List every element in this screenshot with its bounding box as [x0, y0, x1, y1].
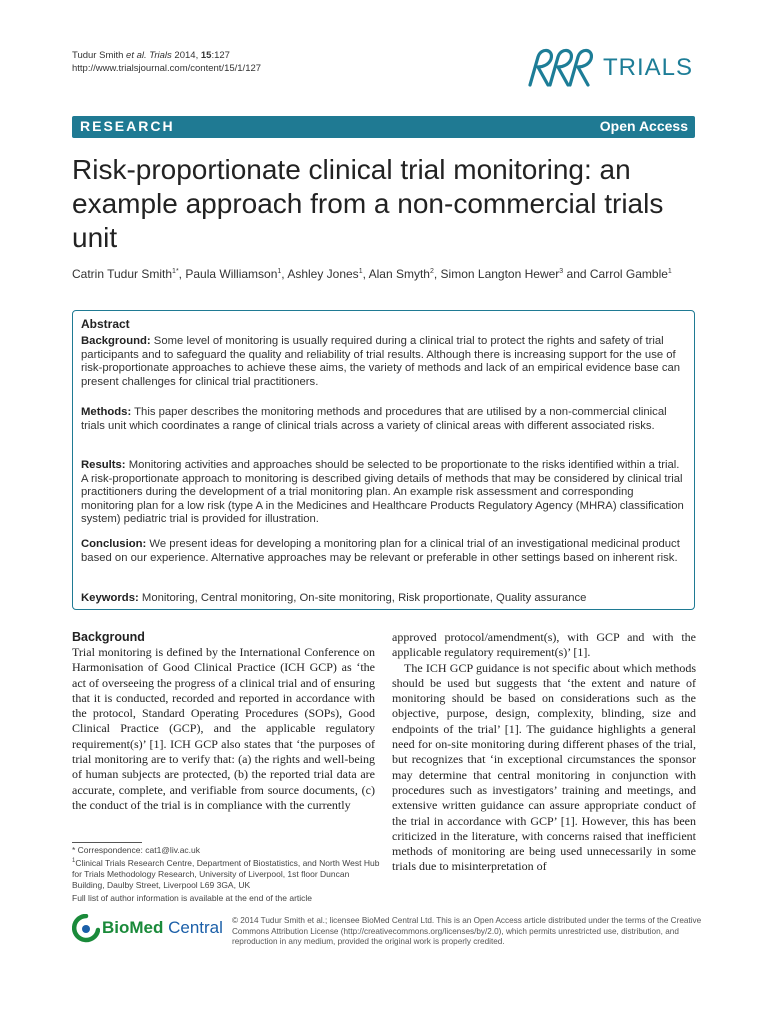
abstract-methods-label: Methods: [81, 406, 132, 418]
author-affiliation: 1 [667, 268, 672, 275]
abstract-conclusion-label: Conclusion: [81, 538, 147, 550]
citation-year: 2014, [171, 50, 201, 61]
abstract-methods [81, 406, 687, 433]
trials-logo-icon [524, 43, 602, 89]
title-line: unit [72, 222, 118, 253]
citation-line [72, 49, 261, 75]
affiliation-text: Clinical Trials Research Centre, Department of Biostatistics, and North West Hub for Trials Methodology Research, University of Liverpool, 1st floor Duncan Building, Daulby Street, Liverpool L69 3GA, UK [72, 857, 380, 890]
author-name[interactable]: Carrol Gamble [589, 267, 668, 281]
abstract-results-text: Monitoring activities and approaches should be selected to be proportionate to the risks identified within a trial. A risk-proportionate approach to monitoring is described giving details of methods that may be considered by clinical trial practitioners during the development of a trial monitoring plan. An example risk assessment and corresponding monitoring plan for a low risk (type A in the Medicines and Healthcare Products Regulatory Agency (MHRA) classification system) pediatric trial is provided for illustration. [81, 459, 684, 526]
author-name[interactable]: Catrin Tudur Smith [72, 267, 173, 281]
affiliation-note [72, 856, 382, 891]
abstract-results [81, 459, 687, 527]
biomed-central-logo [72, 912, 232, 948]
author-separator: , [433, 267, 441, 281]
citation-volume: 15 [200, 50, 212, 61]
citation-page: :127 [211, 50, 230, 61]
abstract-keywords-text: Monitoring, Central monitoring, On-site monitoring, Risk proportionate, Quality assurance [138, 592, 587, 604]
author-affiliation: 1 [277, 268, 282, 275]
abstract-conclusion-text: We present ideas for developing a monitoring plan for a clinical trial of an investigational medicinal product based on our experience. Alternative approaches may be relevant or preferable in other settings based on inherent risk. [81, 538, 680, 564]
body-column-left: Trial monitoring is defined by the International Conference on Harmonisation of Good Clinical Practice (ICH GCP) as ‘the act of overseeing the progress of a clinical trial and of ensuring that it is conducted, recorded and reported in accordance with the protocol, Standard Operating Procedures (SOPs), Good Clinical Practice (GCP), and the applicable regulatory requirement(s)’ [1]. ICH GCP also states that ‘the purposes of trial monitoring are to verify that: (a) the rights and well-being of human subjects are protected, (b) the reported trial data are accurate, complete, and verifiable from source documents, (c) the conduct of the trial is in compliance with the currently [72, 645, 375, 812]
article-title [72, 153, 712, 255]
article-type-banner [72, 116, 695, 138]
section-heading: Background [72, 630, 145, 644]
author-separator: , [281, 267, 288, 281]
article-type: RESEARCH [80, 118, 175, 134]
author-name[interactable]: Paula Williamson [185, 267, 278, 281]
biomed-wordmark-bold: BioMed [102, 918, 164, 937]
body-paragraph: The ICH GCP guidance is not specific about which methods should be used but suggests that ‘the extent and nature of monitoring should be based on considerations such as the objective, purpose, design, complexity, blinding, size and endpoints of the trial’ [1]. The guidance highlights a general need for on-site monitoring during different phases of the trial, but recognizes that ‘in exceptional circumstances the sponsor may determine that central monitoring in conjunction with procedures such as investigators’ training and meetings, and extensive written guidance can assure appropriate conduct of the trial in accordance with GCP’ [1]. However, this has been criticized in the literature, with concerns raised that inefficient methods of monitoring are being used unnecessarily in some trials due to misinterpretation of [392, 660, 696, 874]
abstract-background-text: Some level of monitoring is usually required during a clinical trial to protect the rights and safety of trial participants and to safeguard the quality and reliability of trial results. Although there is increasing support for the use of risk-proportionate approaches to achieve these aims, the variety of methods and lack of an empirical evidence base can present challenges for clinical trial practitioners. [81, 335, 681, 388]
author-info-note: Full list of author information is available at the end of the article [72, 893, 313, 903]
trials-logo [524, 43, 704, 89]
license-notice: © 2014 Tudur Smith et al.; licensee BioMed Central Ltd. This is an Open Access article distributed under the terms of the Creative Commons Attribution License (http://creativecommons.org/licenses/by/2.0), which permits unrestricted use, distribution, and reproduction in any medium, provided the original work is properly credited. [232, 916, 702, 946]
author-affiliation: 1 [358, 268, 363, 275]
biomed-central-wordmark [102, 918, 223, 938]
abstract-background-label: Background: [81, 335, 151, 347]
abstract-keywords [81, 592, 687, 606]
author-name[interactable]: Ashley Jones [287, 267, 359, 281]
author-affiliation: 3 [559, 268, 564, 275]
abstract-heading: Abstract [81, 317, 130, 331]
author-affiliation: 1* [172, 268, 179, 275]
author-affiliation: 2 [429, 268, 434, 275]
correspondence-note: * Correspondence: cat1@liv.ac.uk [72, 845, 201, 855]
author-separator: and [563, 267, 590, 281]
citation-author: Tudur Smith [72, 50, 127, 61]
title-line: Risk-proportionate clinical trial monitoring: an [72, 154, 631, 185]
title-line: example approach from a non-commercial trials [72, 188, 664, 219]
biomed-central-logo-icon [72, 914, 100, 944]
abstract-background [81, 335, 687, 389]
footnote-divider [72, 842, 142, 843]
body-column-right [392, 630, 696, 875]
author-name[interactable]: Alan Smyth [368, 267, 430, 281]
citation-etal: et al. Trials [126, 50, 172, 61]
abstract-conclusion [81, 538, 687, 565]
author-list [72, 264, 712, 282]
affiliation-number: 1 [72, 858, 76, 864]
article-url[interactable]: http://www.trialsjournal.com/content/15/1/127 [72, 63, 262, 74]
author-name[interactable]: Simon Langton Hewer [440, 267, 560, 281]
author-separator: , [178, 267, 186, 281]
trials-logo-text: TRIALS [603, 54, 694, 81]
abstract-keywords-label: Keywords: [81, 592, 139, 604]
body-paragraph: approved protocol/amendment(s), with GCP and with the applicable regulatory requirement(s)’ [1]. [392, 630, 696, 660]
author-separator: , [362, 267, 369, 281]
abstract-methods-text: This paper describes the monitoring methods and procedures that are utilised by a non-commercial clinical trials unit which coordinates a range of clinical trials across a variety of clinical areas with different associated risks. [81, 406, 667, 432]
abstract-results-label: Results: [81, 459, 126, 471]
open-access-badge: Open Access [599, 118, 688, 134]
biomed-wordmark-rest: Central [163, 918, 223, 937]
